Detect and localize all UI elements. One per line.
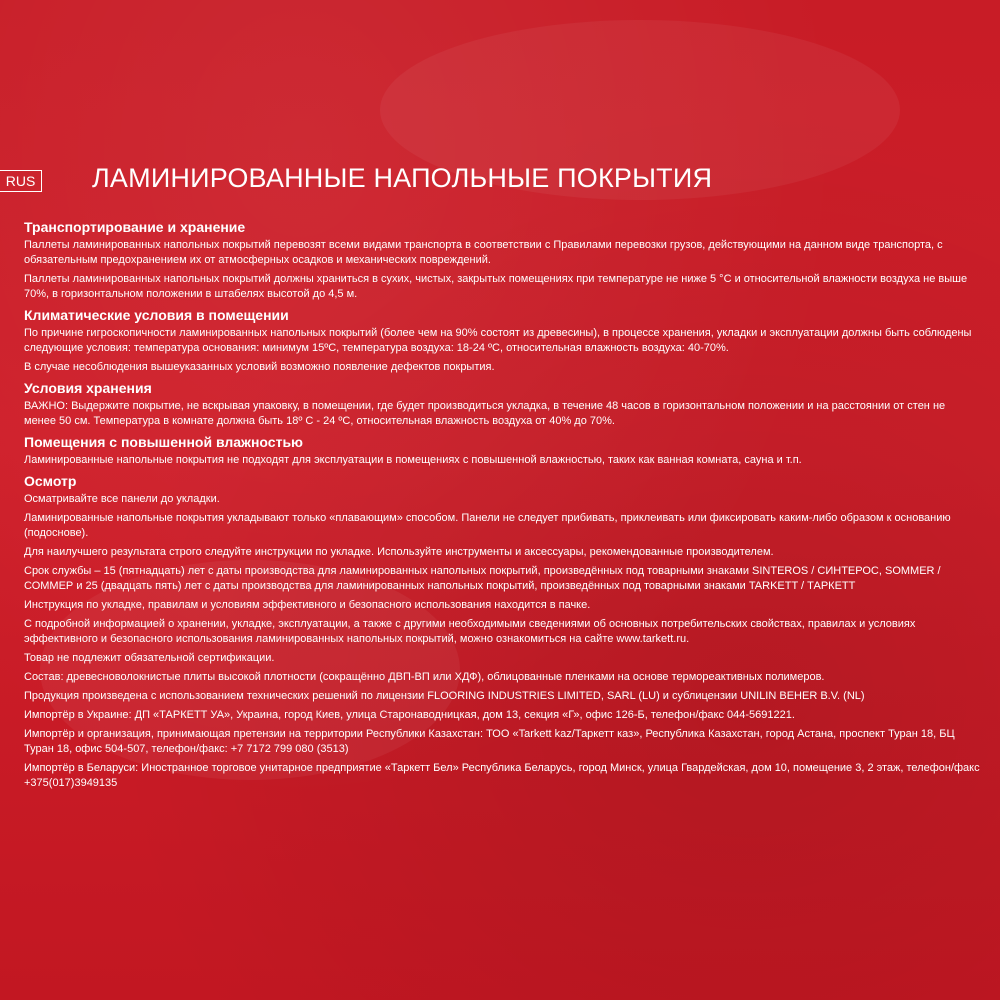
section-heading-climate: Климатические условия в помещении	[24, 307, 289, 323]
paragraph: С подробной информацией о хранении, укладке, эксплуатации, а также с другими необходимыми сведениями об основных потребительских свойствах, правилах и условиях эффективного и безопасного использования ламинированных напольных покрытий, можно ознакомиться на сайте www.tarkett.ru.	[24, 618, 916, 645]
paragraph: Импортёр в Беларуси: Иностранное торговое унитарное предприятие «Таркетт Бел» Республика Беларусь, город Минск, улица Гвардейская, дом 10, помещение 3, 2 этаж, телефон/факс +375(017)3949135	[24, 762, 980, 789]
page-title: ЛАМИНИРОВАННЫЕ НАПОЛЬНЫЕ ПОКРЫТИЯ	[92, 163, 713, 193]
paragraph: ВАЖНО: Выдержите покрытие, не вскрывая упаковку, в помещении, где будет производиться укладка, в течение 48 часов в горизонтальном положении и на расстоянии от стен не менее 50 см. Температура в комнате должна быть 18º С - 24 ºС, относительная влажность воздуха от 40% до 70%.	[24, 400, 946, 427]
paragraph: Паллеты ламинированных напольных покрытий перевозят всеми видами транспорта в соответствии с Правилами перевозки грузов, действующими на данном виде транспорта, с обязательным предохранением их от атмосферных осадков и механических повреждений.	[24, 239, 943, 266]
section-heading-storage: Условия хранения	[24, 380, 152, 396]
paragraph: Срок службы – 15 (пятнадцать) лет с даты производства для ламинированных напольных покрытий, произведённых под товарными знаками SINTEROS / СИНТЕРОС, SOMMER / СОММЕР и 25 (двадцать пять) лет с даты производства для ламинированных напольных покрытий, произведённых под товарными знаками TARKETT / ТАРКЕТТ	[24, 565, 941, 592]
paragraph: Импортёр и организация, принимающая претензии на территории Республики Казахстан: ТОО «Tarkett kaz/Таркетт каз», Республика Казахстан, город Астана, проспект Туран 18, БЦ Туран 18, офис 504-507, телефон/факс: +7 7172 799 080 (3513)	[24, 728, 955, 755]
paragraph: Паллеты ламинированных напольных покрытий должны храниться в сухих, чистых, закрытых помещениях при температуре не ниже 5 °С и относительной влажности воздуха не выше 70%, в горизонтальном положении в штабелях высотой до 4,5 м.	[24, 273, 968, 300]
paragraph: Продукция произведена с использованием технических решений по лицензии FLOORING INDUSTRIES LIMITED, SARL (LU) и сублицензии UNILIN BEHER B.V. (NL)	[24, 690, 865, 702]
section-heading-transport: Транспортирование и хранение	[24, 219, 246, 235]
paragraph: В случае несоблюдения вышеуказанных условий возможно появление дефектов покрытия.	[24, 361, 495, 373]
paragraph: Для наилучшего результата строго следуйте инструкции по укладке. Используйте инструменты и аксессуары, рекомендованные производителем.	[24, 546, 774, 558]
language-badge: RUS	[0, 170, 42, 192]
paragraph: Ламинированные напольные покрытия не подходят для эксплуатации в помещениях с повышенной влажностью, таких как ванная комната, сауна и т.п.	[24, 454, 802, 466]
paragraph: Импортёр в Украине: ДП «ТАРКЕТТ УА», Украина, город Киев, улица Старонаводницкая, дом 13, секция «Г», офис 126-Б, телефон/факс 044-5691221.	[24, 709, 795, 721]
paragraph: По причине гигроскопичности ламинированных напольных покрытий (более чем на 90% состоят из древесины), в процессе хранения, укладки и эксплуатации должны быть соблюдены следующие условия: температура основания: минимум 15ºС, температура воздуха: 18-24 ºС, относительная влажность воздуха: 40-70%.	[24, 327, 972, 354]
section-heading-inspection: Осмотр	[24, 473, 77, 489]
paragraph: Состав: древесноволокнистые плиты высокой плотности (сокращённо ДВП-ВП или ХДФ), облицованные пленками на основе термореактивных полимеров.	[24, 671, 825, 683]
paragraph: Товар не подлежит обязательной сертификации.	[24, 652, 275, 664]
paragraph: Инструкция по укладке, правилам и условиям эффективного и безопасного использования находится в пачке.	[24, 599, 591, 611]
paragraph: Ламинированные напольные покрытия укладывают только «плавающим» способом. Панели не следует прибивать, приклеивать или фиксировать каким-либо образом к основанию (подоснове).	[24, 512, 951, 539]
paragraph: Осматривайте все панели до укладки.	[24, 493, 220, 505]
label-body	[20, 218, 980, 795]
section-heading-humidity: Помещения с повышенной влажностью	[24, 434, 304, 450]
